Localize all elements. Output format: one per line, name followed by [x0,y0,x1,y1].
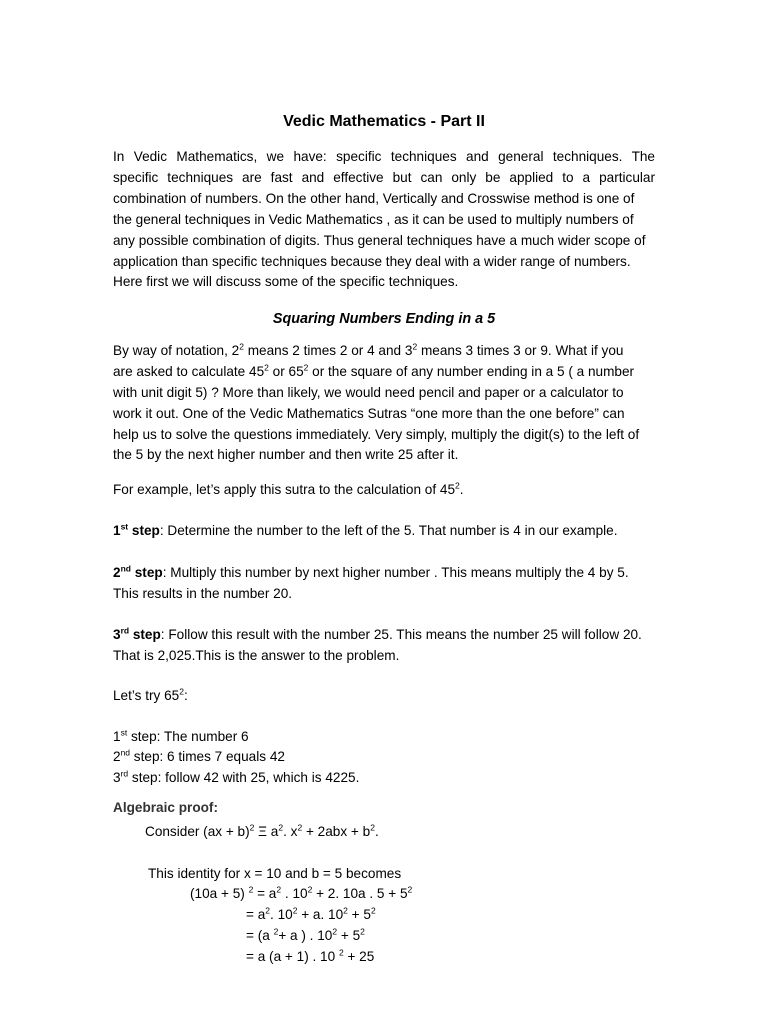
text: + a ) . 10 [278,928,333,943]
step-number: 3 [113,627,121,642]
step-2-continued: This results in the number 20. [113,586,293,601]
text: + 5 [347,907,371,922]
equation-1 [190,884,412,904]
intro-line: In Vedic Mathematics, we have: specific techniques and general techniques. The [113,149,655,164]
superscript: 2 [179,686,184,697]
text: . 10 [281,886,308,901]
superscript: 2 [239,341,244,352]
text: (10a + 5) [190,886,249,901]
text: For example, let’s apply this sutra to the calculation of 45 [113,482,456,497]
superscript: 2 [332,926,338,937]
step-3 [113,625,642,646]
section-title: Squaring Numbers Ending in a 5 [272,311,496,327]
superscript: 2 [297,822,303,833]
step-number: 2 [113,749,121,764]
superscript: rd [120,625,130,636]
superscript: 2 [407,884,413,895]
superscript: 2 [343,905,348,916]
text: By way of notation, 2 [113,343,240,358]
text: . [374,824,379,839]
superscript: 2 [273,926,279,937]
step-text: : Multiply this number by next higher number . This means multiply the 4 by 5. [162,565,629,580]
proof-title: Algebraic proof: [113,800,218,815]
text: means 3 times 3 or 9. What if you [417,343,624,358]
try-step-1 [113,727,249,748]
superscript: 2 [360,926,365,937]
intro-line: application than specific techniques because they deal with a wider range of numbers. [113,254,631,269]
intro-line: combination of numbers. On the other hand, Vertically and Crosswise method is one of [113,191,635,206]
try-step-3 [113,768,359,789]
superscript: 2 [338,947,344,958]
notation-line: with unit digit 5) ? More than likely, we would need pencil and paper or a calculator to [113,385,624,400]
notation-line [113,341,623,362]
consider-equation [145,822,379,842]
text: + 25 [343,949,375,964]
superscript: 2 [249,822,255,833]
superscript: 2 [276,884,282,895]
text: = (a [246,928,274,943]
try-line [113,686,188,707]
text: Let’s try 65 [113,688,180,703]
step-text: : Determine the number to the left of the 5. That number is 4 in our example. [159,523,618,538]
superscript: st [120,727,128,738]
text: + 2. 10a . 5 + 5 [312,886,408,901]
text: . [459,482,464,497]
step-text: : Follow this result with the number 25. This means the number 25 will follow 20. [160,627,642,642]
text: are asked to calculate 45 [113,364,265,379]
text: or the square of any number ending in a 5 ( a number [308,364,635,379]
equation-2 [246,905,376,925]
superscript: 2 [303,362,309,373]
intro-line: the general techniques in Vedic Mathematics , as it can be used to multiply numbers of [113,212,634,227]
text: Consider (ax + b) [145,824,250,839]
text: = a (a + 1) . 10 [246,949,339,964]
step-word: step [128,523,160,538]
intro-line: Here first we will discuss some of the specific techniques. [113,274,459,289]
step-text: step: follow 42 with 25, which is 4225. [128,770,360,785]
text: means 2 times 2 or 4 and 3 [243,343,413,358]
step-3-continued: That is 2,025.This is the answer to the problem. [113,648,400,663]
text: = a [246,907,266,922]
superscript: nd [120,747,131,758]
text: + 5 [337,928,361,943]
intro-line: any possible combination of digits. Thus general techniques have a much wider scope of [113,233,646,248]
identity-line: This identity for x = 10 and b = 5 becomes [148,866,402,881]
step-2 [113,563,629,584]
step-number: 1 [113,523,121,538]
superscript: rd [120,768,129,779]
notation-line: help us to solve the questions immediately. Very simply, multiply the digit(s) to the left of [113,427,640,442]
notation-line: work it out. One of the Vedic Mathematics Sutras “one more than the one before” can [113,406,625,421]
equation-3 [246,926,365,946]
step-text: step: The number 6 [127,729,249,744]
superscript: 2 [370,822,375,833]
superscript: st [120,521,129,532]
text: = a [253,886,277,901]
page-title: Vedic Mathematics - Part II [283,113,485,130]
intro-line: specific techniques are fast and effective but can only be applied to a particular [113,170,655,185]
step-text: step: 6 times 7 equals 42 [130,749,285,764]
superscript: 2 [412,341,418,352]
superscript: 2 [264,362,269,373]
notation-line [113,362,634,383]
step-1 [113,521,618,542]
step-number: 2 [113,565,121,580]
superscript: nd [120,563,131,574]
step-word: step [130,565,163,580]
superscript: 2 [292,905,298,916]
step-word: step [129,627,161,642]
example-line [113,480,464,501]
superscript: 2 [455,480,460,491]
superscript: 2 [307,884,313,895]
text: + a. 10 [297,907,344,922]
text: . x [283,824,298,839]
superscript: 2 [370,905,376,916]
superscript: 2 [248,884,254,895]
superscript: 2 [278,822,284,833]
superscript: 2 [265,905,271,916]
text: or 65 [268,364,304,379]
notation-line: the 5 by the next higher number and then write 25 after it. [113,447,459,462]
text: + 2abx + b [302,824,371,839]
equation-4 [246,947,374,967]
text: Ξ a [254,824,279,839]
text: : [183,688,188,703]
try-step-2 [113,747,285,768]
step-number: 1 [113,729,121,744]
step-number: 3 [113,770,121,785]
text: . 10 [270,907,293,922]
